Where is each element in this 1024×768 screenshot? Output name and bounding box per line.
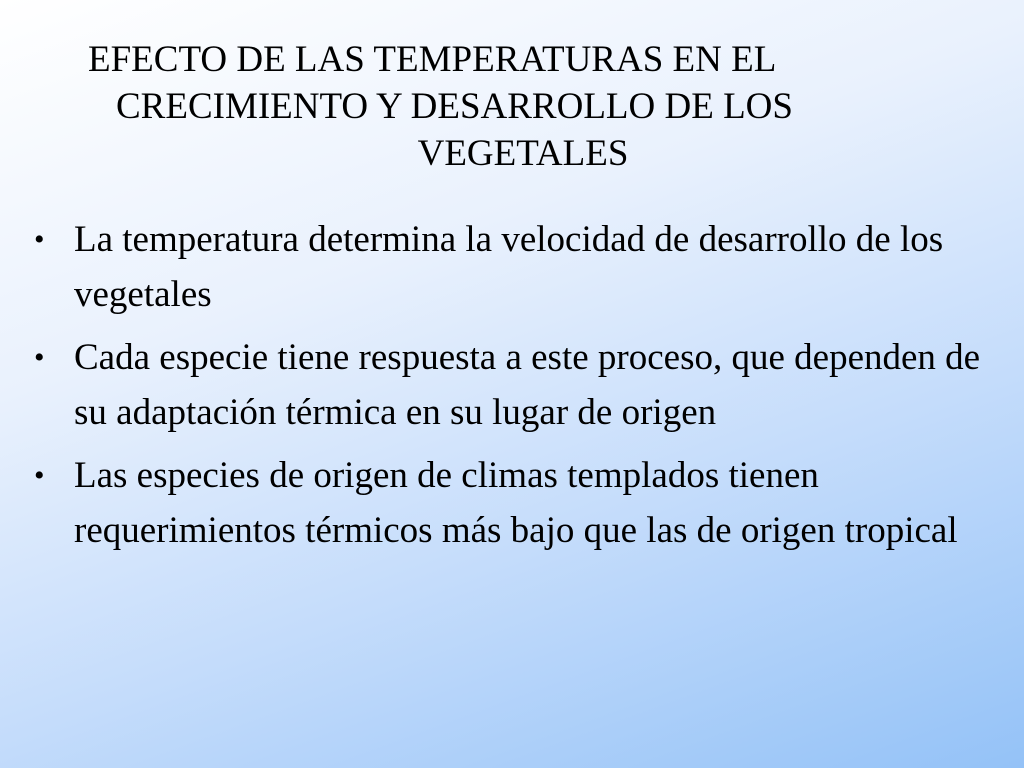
slide-title-line: EFECTO DE LAS TEMPERATURAS EN EL xyxy=(88,39,777,80)
bullet-text: Cada especie tiene respuesta a este proceso, que dependen de su adaptación térmica en su lugar de origen xyxy=(74,337,981,433)
bullet-icon: • xyxy=(34,459,45,492)
bullet-item xyxy=(28,212,998,322)
slide-title-line: VEGETALES xyxy=(417,133,629,174)
bullet-item xyxy=(28,330,998,440)
bullet-list xyxy=(28,212,998,566)
bullet-icon: • xyxy=(34,223,45,256)
bullet-text: Las especies de origen de climas templados tienen requerimientos térmicos más bajo que las de origen tropical xyxy=(74,455,958,551)
bullet-icon: • xyxy=(34,341,45,374)
bullet-item xyxy=(28,448,998,558)
slide-title xyxy=(88,36,958,177)
bullet-text: La temperatura determina la velocidad de desarrollo de los vegetales xyxy=(74,219,944,315)
slide-title-line: CRECIMIENTO Y DESARROLLO DE LOS xyxy=(116,86,793,127)
